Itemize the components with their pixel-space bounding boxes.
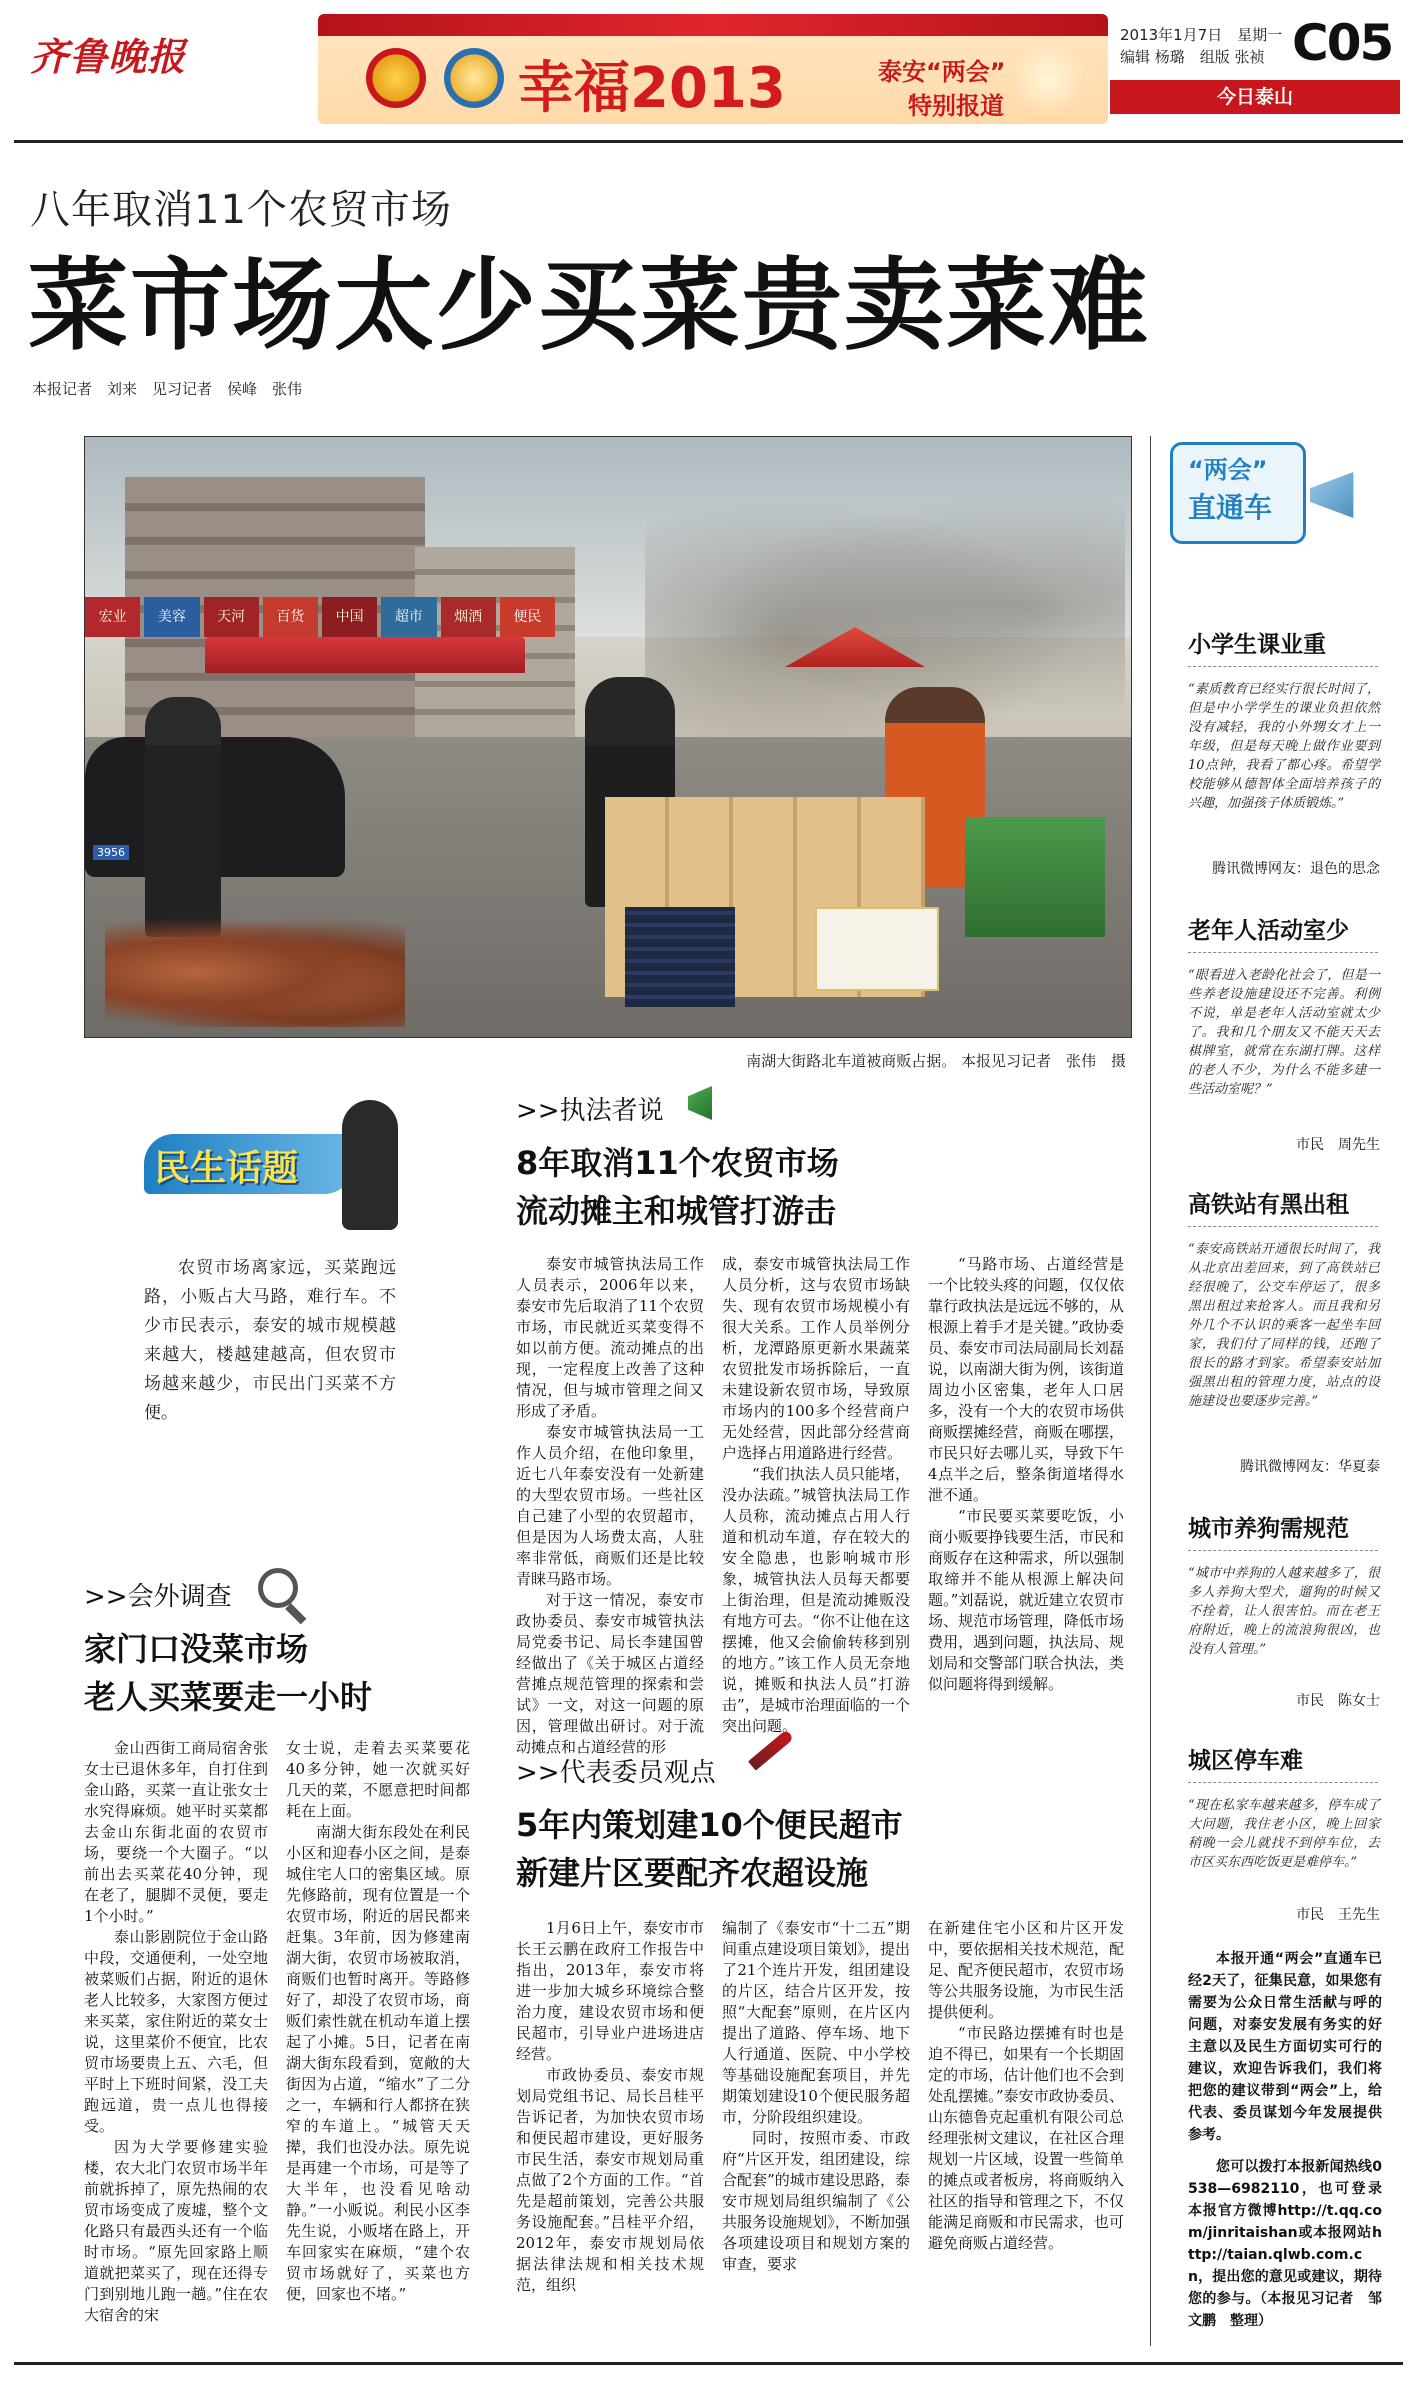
topic-graphic xyxy=(144,1100,404,1230)
photo-trees xyxy=(645,477,1125,737)
sidebar-divider xyxy=(1150,436,1151,2346)
sidebar-item-quote: “现在私家车越来越多，停车成了大问题，我住老小区，晚上回家稍晚一会儿就找不到停车位，去市区买东西吃饭更是难停车。” xyxy=(1188,1798,1380,1870)
paragraph: 女士说，走着去买菜要花40多分钟，她一次就买好几天的菜，不愿意把时间都耗在上面。 xyxy=(286,1739,470,1820)
sidebar-contact-text: 您可以拨打本报新闻热线0538—6982110，也可登录本报官方微博http://t.qq.com/jinritaishan或本报网站http://taian.qlwb.com.cn，提出您的意见或建议，期待您的参与。（本报见习记者 邹文鹏 整理） xyxy=(1188,2159,1382,2329)
lead-kicker: 八年取消11个农贸市场 xyxy=(30,187,452,233)
sidebar-item-source: 市民 周先生 xyxy=(1296,1137,1380,1153)
paragraph: 因为大学要修建实验楼，农大北门农贸市场半年前就拆掉了，原先热闹的农贸市场变成了废墟，整个文化路只有最西头还有一个临时市场。“原先回家路上顺道就把菜买了，现在还得专门到别地儿跑一趟。”住在农大宿舍的宋 xyxy=(84,2138,268,2324)
law-column-2 xyxy=(722,1254,910,1737)
paragraph: “我们执法人员只能堵，没办法疏。”城管执法局工作人员称，流动摊点占用人行道和机动车道，存在较大的安全隐患，也影响城市形象，城管执法人员每天都要上街治理，但是流动摊贩没有地方可去。“你不让他在这摆摊，他又会偷偷转移到别的地方。”该工作人员无奈地说，摊贩和执法人员“打游击”，是城市治理面临的一个突出问题。 xyxy=(722,1465,910,1735)
law-column-1 xyxy=(516,1254,704,1758)
meeting-column-2 xyxy=(286,1738,470,2305)
delegate-headline-2: 新建片区要配齐农超设施 xyxy=(516,1854,869,1892)
lead-byline: 本报记者 刘来 见习记者 侯峰 张伟 xyxy=(32,380,303,398)
sidebar-item-title: 小学生课业重 xyxy=(1188,632,1326,658)
law-headline-1: 8年取消11个农贸市场 xyxy=(516,1144,839,1182)
sidebar-item-title: 老年人活动室少 xyxy=(1188,918,1349,944)
topic-badge: 民生话题 xyxy=(154,1148,299,1189)
paragraph: 市政协委员、泰安市规划局党组书记、局长吕桂平告诉记者，为加快农贸市场和便民超市建设，更好服务市民生活，泰安市规划局重点做了2个方面的工作。“首先是超前策划，完善公共服务设施配套。”吕桂平介绍，2012年，泰安市规划局依据法律法规和相关技术规范，组织 xyxy=(516,2066,704,2294)
sidebar-item-quote: “泰安高铁站开通很长时间了，我从北京出差回来，到了高铁站已经很晚了，公交车停运了，很多黑出租过来抢客人。而且我和另外几个不认识的乘客一起坐车回家，我们付了同样的钱，还跑了很长的路才到家。希望泰安站加强黑出租的管理力度，站点的设施建设也要逐步完善。” xyxy=(1188,1242,1380,1409)
loudspeaker-icon xyxy=(1310,472,1372,518)
photo-shop-signs xyxy=(85,597,555,637)
paragraph: “市民路边摆摊有时也是迫不得已，如果有一个长期固定的市场，估计他们也不会到处乱摆摊。”泰安市政协委员、山东德鲁克起重机有限公司总经理张树文建议，在社区合理规划一片区域，设置一些简单的摊点或者板房，将商贩纳入社区的指导和管理之下，不仅能满足商贩和市民需求，也可避免商贩占道经营。 xyxy=(928,2024,1124,2252)
masthead-rule xyxy=(14,140,1403,143)
shop-sign: 烟酒 xyxy=(441,597,496,637)
meeting-headline-2: 老人买菜要走一小时 xyxy=(84,1678,373,1716)
law-headline-2: 流动摊主和城管打游击 xyxy=(516,1192,837,1230)
photo-green-box xyxy=(965,817,1105,937)
paragraph: 泰安市城管执法局工作人员表示，2006年以来，泰安市先后取消了11个农贸市场，市民就近买菜变得不如以前方便。流动摊点的出现，一定程度上改善了这种情况，但与城市管理之间又形成了矛盾。 xyxy=(516,1255,704,1420)
meeting-headline-1: 家门口没菜市场 xyxy=(84,1630,309,1668)
sidebar-item-title: 城区停车难 xyxy=(1188,1748,1303,1774)
banner-sparkle xyxy=(1008,44,1088,114)
banner-subtitle-2: 特别报道 xyxy=(908,92,1004,120)
banner-title: 幸福2013 xyxy=(518,56,786,121)
shop-sign: 美容 xyxy=(144,597,199,637)
delegate-column-1 xyxy=(516,1918,704,2296)
paragraph: 泰山影剧院位于金山路中段，交通便利，一处空地被菜贩们占据，附近的退休老人比较多，大家图方便过来买菜，家住附近的菜女士说，这里菜价不便宜，比农贸市场要贵上五、六毛，但平时上下班时间紧，没工夫跑远道，贵一点儿也得接受。 xyxy=(84,1928,268,2135)
topic-text: 农贸市场离家远，买菜跑远路，小贩占大马路，难行车。不少市民表示，泰安的城市规模越来越大，楼越建越高，但农贸市场越来越少，市民出门买菜不方便。 xyxy=(144,1258,396,1423)
sidebar-closing-text: 本报开通“两会”直通车已经2天了，征集民意，如果您有需要为公众日常生活献与呼的问题，对泰安发展有务实的好主意以及民生方面切实可行的建议，欢迎告诉我们，我们将把您的建议带到“两会”上，给代表、委员谋划今年发展提供参考。 xyxy=(1188,1951,1382,2143)
photo-crate-blue xyxy=(625,907,735,1007)
photo-sweet-potatoes xyxy=(105,917,405,1027)
lead-headline: 菜市场太少买菜贵卖菜难 xyxy=(28,247,1150,364)
paragraph: 在新建住宅小区和片区开发中，要依据相关技术规范，配足、配齐便民超市，农贸市场等公共服务设施，为市民生活提供便利。 xyxy=(928,1919,1124,2021)
paragraph: 金山西街工商局宿舍张女士已退休多年，自打住到金山路，买菜一直让张女士水究得麻烦。她平时买菜都去金山东街北面的农贸市场，要绕一个大圈子。“以前出去买菜花40分钟，现在老了，腿脚不灵便，要走1个小时。” xyxy=(84,1739,268,1925)
delegate-headline-1: 5年内策划建10个便民超市 xyxy=(516,1806,903,1844)
paragraph: 南湖大街东段处在利民小区和迎春小区之间，是泰城住宅人口的密集区域。原先修路前，现有位置是一个农贸市场，附近的居民都来赶集。3年前，因为修建南湖大街，农贸市场被取消，商贩们也暂时离开。等路修好了，却没了农贸市场，商贩们索性就在机动车道上摆起了小摊。5日，记者在南湖大街东段看到，宽敞的大街因为占道，“缩水”了二分之一，车辆和行人都挤在狭窄的车道上。“城管天天撵，我们也没办法。原先说是再建一个市场，可是等了大半年，也没看见啥动静。”一小贩说。利民小区李先生说，小贩堵在路上，开车回家实在麻烦，“建个农贸市场就好了，买菜也方便，回家也不堵。” xyxy=(286,1823,470,2303)
section-tag: 今日泰山 xyxy=(1110,80,1400,114)
street-market-photo xyxy=(84,436,1132,1038)
shop-sign: 便民 xyxy=(500,597,555,637)
person-silhouette-icon xyxy=(342,1100,398,1230)
photo-car-plate: 3956 xyxy=(93,845,129,860)
paragraph: “市民要买菜要吃饭，小商小贩要挣钱要生活，市民和商贩存在这种需求，所以强制取缔并不能从根源上解决问题。”刘磊说，就近建立农贸市场、规范市场管理，降低市场费用，遇到问题，执法局、规划局和交警部门联合执法，类似问题将得到缓解。 xyxy=(928,1507,1124,1693)
shop-sign: 中国 xyxy=(322,597,377,637)
shop-sign: 天河 xyxy=(204,597,259,637)
delegate-column-2 xyxy=(722,1918,910,2275)
sidebar-item-title: 高铁站有黑出租 xyxy=(1188,1192,1349,1218)
masthead xyxy=(0,0,1417,140)
photo-vendor-woman xyxy=(145,697,221,937)
paragraph: 编制了《泰安市“十二五”期间重点建设项目策划》，提出了21个连片开发，组团建设的片区，结合片区开发，按照“大配套”原则，在片区内提出了道路、停车场、地下人行通道、医院、中小学校等基础设施配套项目，并先期策划建设10个便民服务超市，分阶段组织建设。 xyxy=(722,1919,910,2126)
photo-canopy xyxy=(205,637,525,673)
sidebar-item-source: 腾讯微博网友：退色的思念 xyxy=(1212,861,1380,877)
sidebar-badge-line-2: 直通车 xyxy=(1188,491,1273,524)
sidebar-item-source: 腾讯微博网友：华夏泰 xyxy=(1240,1459,1380,1475)
shop-sign: 超市 xyxy=(381,597,436,637)
paragraph: 成，泰安市城管执法局工作人员分析，这与农贸市场缺失、现有农贸市场规模小有很大关系。工作人员举例分析，龙潭路原更新水果蔬菜农贸批发市场拆除后，一直未建设新农贸市场，导致原市场内的100多个经营商户无处经营，因此部分经营商户选择占用道路进行经营。 xyxy=(722,1255,910,1462)
shop-sign: 百货 xyxy=(263,597,318,637)
sidebar-item-quote: “素质教育已经实行很长时间了，但是中小学学生的课业负担依然没有减轻，我的小外甥女才上一年级，但是每天晚上做作业要到10点钟，我看了都心疼。希望学校能够从德智体全面培养孩子的兴趣，加强孩子体质锻炼。” xyxy=(1188,682,1380,811)
sidebar-badge xyxy=(1170,442,1380,552)
editors-line: 编辑 杨璐 组版 张祯 xyxy=(1120,48,1265,66)
divider xyxy=(1188,1550,1378,1551)
page-bottom-rule xyxy=(14,2362,1403,2365)
page-number: C05 xyxy=(1292,14,1393,72)
law-section-label: >>执法者说 xyxy=(516,1096,664,1126)
date-line: 2013年1月7日 星期一 xyxy=(1120,26,1283,44)
meeting-column-1 xyxy=(84,1738,268,2326)
paragraph: 泰安市城管执法局一工作人员介绍，在他印象里，近七八年泰安没有一处新建的大型农贸市场。一些社区自己建了小型的农贸超市，但是因为人场费太高，人驻率非常低，商贩们还是比较青睐马路市场。 xyxy=(516,1423,704,1588)
banner-subtitle-1: 泰安“两会” xyxy=(878,58,1006,86)
divider xyxy=(1188,666,1378,667)
photo-fruit-box xyxy=(815,907,939,991)
paragraph: 1月6日上午，泰安市市长王云鹏在政府工作报告中指出，2013年，泰安市将进一步加大城乡环境综合整治力度，建设农贸市场和便民超市，引导业户进场进店经营。 xyxy=(516,1919,704,2063)
divider xyxy=(1188,952,1378,953)
banner-ribbon xyxy=(318,14,1108,36)
shop-sign: 宏业 xyxy=(85,597,140,637)
sidebar-item-source: 市民 王先生 xyxy=(1296,1907,1380,1923)
sidebar-item-source: 市民 陈女士 xyxy=(1296,1693,1380,1709)
law-column-3 xyxy=(928,1254,1124,1695)
photo-caption: 南湖大街路北车道被商贩占据。 本报见习记者 张伟 摄 xyxy=(746,1052,1126,1070)
divider xyxy=(1188,1782,1378,1783)
paragraph: 对于这一情况，泰安市政协委员、泰安市城管执法局党委书记、局长李建国曾经做出了《关于城区占道经营摊点规范管理的探索和尝试》一文，对这一问题的原因，管理做出研讨。对于流动摊点和占道经营的形 xyxy=(516,1591,704,1756)
sidebar-item-title: 城市养狗需规范 xyxy=(1188,1516,1349,1542)
paragraph: “马路市场、占道经营是一个比较头疼的问题，仅仅依靠行政执法是远远不够的，从根源上着手才是关键。”政协委员、泰安市司法局副局长刘磊说，以南湖大街为例，该街道周边小区密集，老年人口居多，没有一个大的农贸市场供商贩摆摊经营，商贩在哪摆，市民只好去哪儿买，导致下午4点半之后，整条街道堵得水泄不通。 xyxy=(928,1255,1124,1504)
national-emblem-icon xyxy=(366,48,426,108)
meeting-section-label: >>会外调查 xyxy=(84,1582,232,1612)
magnifier-handle xyxy=(285,1603,306,1624)
sidebar-item-quote: “眼看进入老龄化社会了，但是一些养老设施建设还不完善。利例不说，单是老年人活动室就太少了。我和几个朋友又不能天天去棋牌室，就常在东湖打牌。这样的老人不少，为什么不能多建一些活动室呢？” xyxy=(1188,968,1380,1097)
delegate-section-label: >>代表委员观点 xyxy=(516,1758,716,1788)
paper-logo: 齐鲁晚报 xyxy=(30,34,187,79)
delegate-column-3 xyxy=(928,1918,1124,2254)
cppcc-emblem-icon xyxy=(444,48,504,108)
magnifier-icon xyxy=(258,1568,298,1608)
divider xyxy=(1188,1226,1378,1227)
banner xyxy=(318,14,1108,124)
paragraph: 同时，按照市委、市政府“片区开发，组团建设，综合配套”的城市建设思路，泰安市规划局组织编制了《公共服务设施规划》，不断加强各项建设项目和规划方案的审查，要求 xyxy=(722,2129,910,2273)
sidebar xyxy=(1162,436,1392,2356)
megaphone-icon xyxy=(688,1086,728,1120)
sidebar-item-quote: “城市中养狗的人越来越多了，很多人养狗大型犬，遛狗的时候又不拴着，让人很害怕。而在老王府附近，晚上的流浪狗很凶，也没有人管理。” xyxy=(1188,1566,1380,1657)
sidebar-badge-line-1: “两会” xyxy=(1188,456,1268,484)
